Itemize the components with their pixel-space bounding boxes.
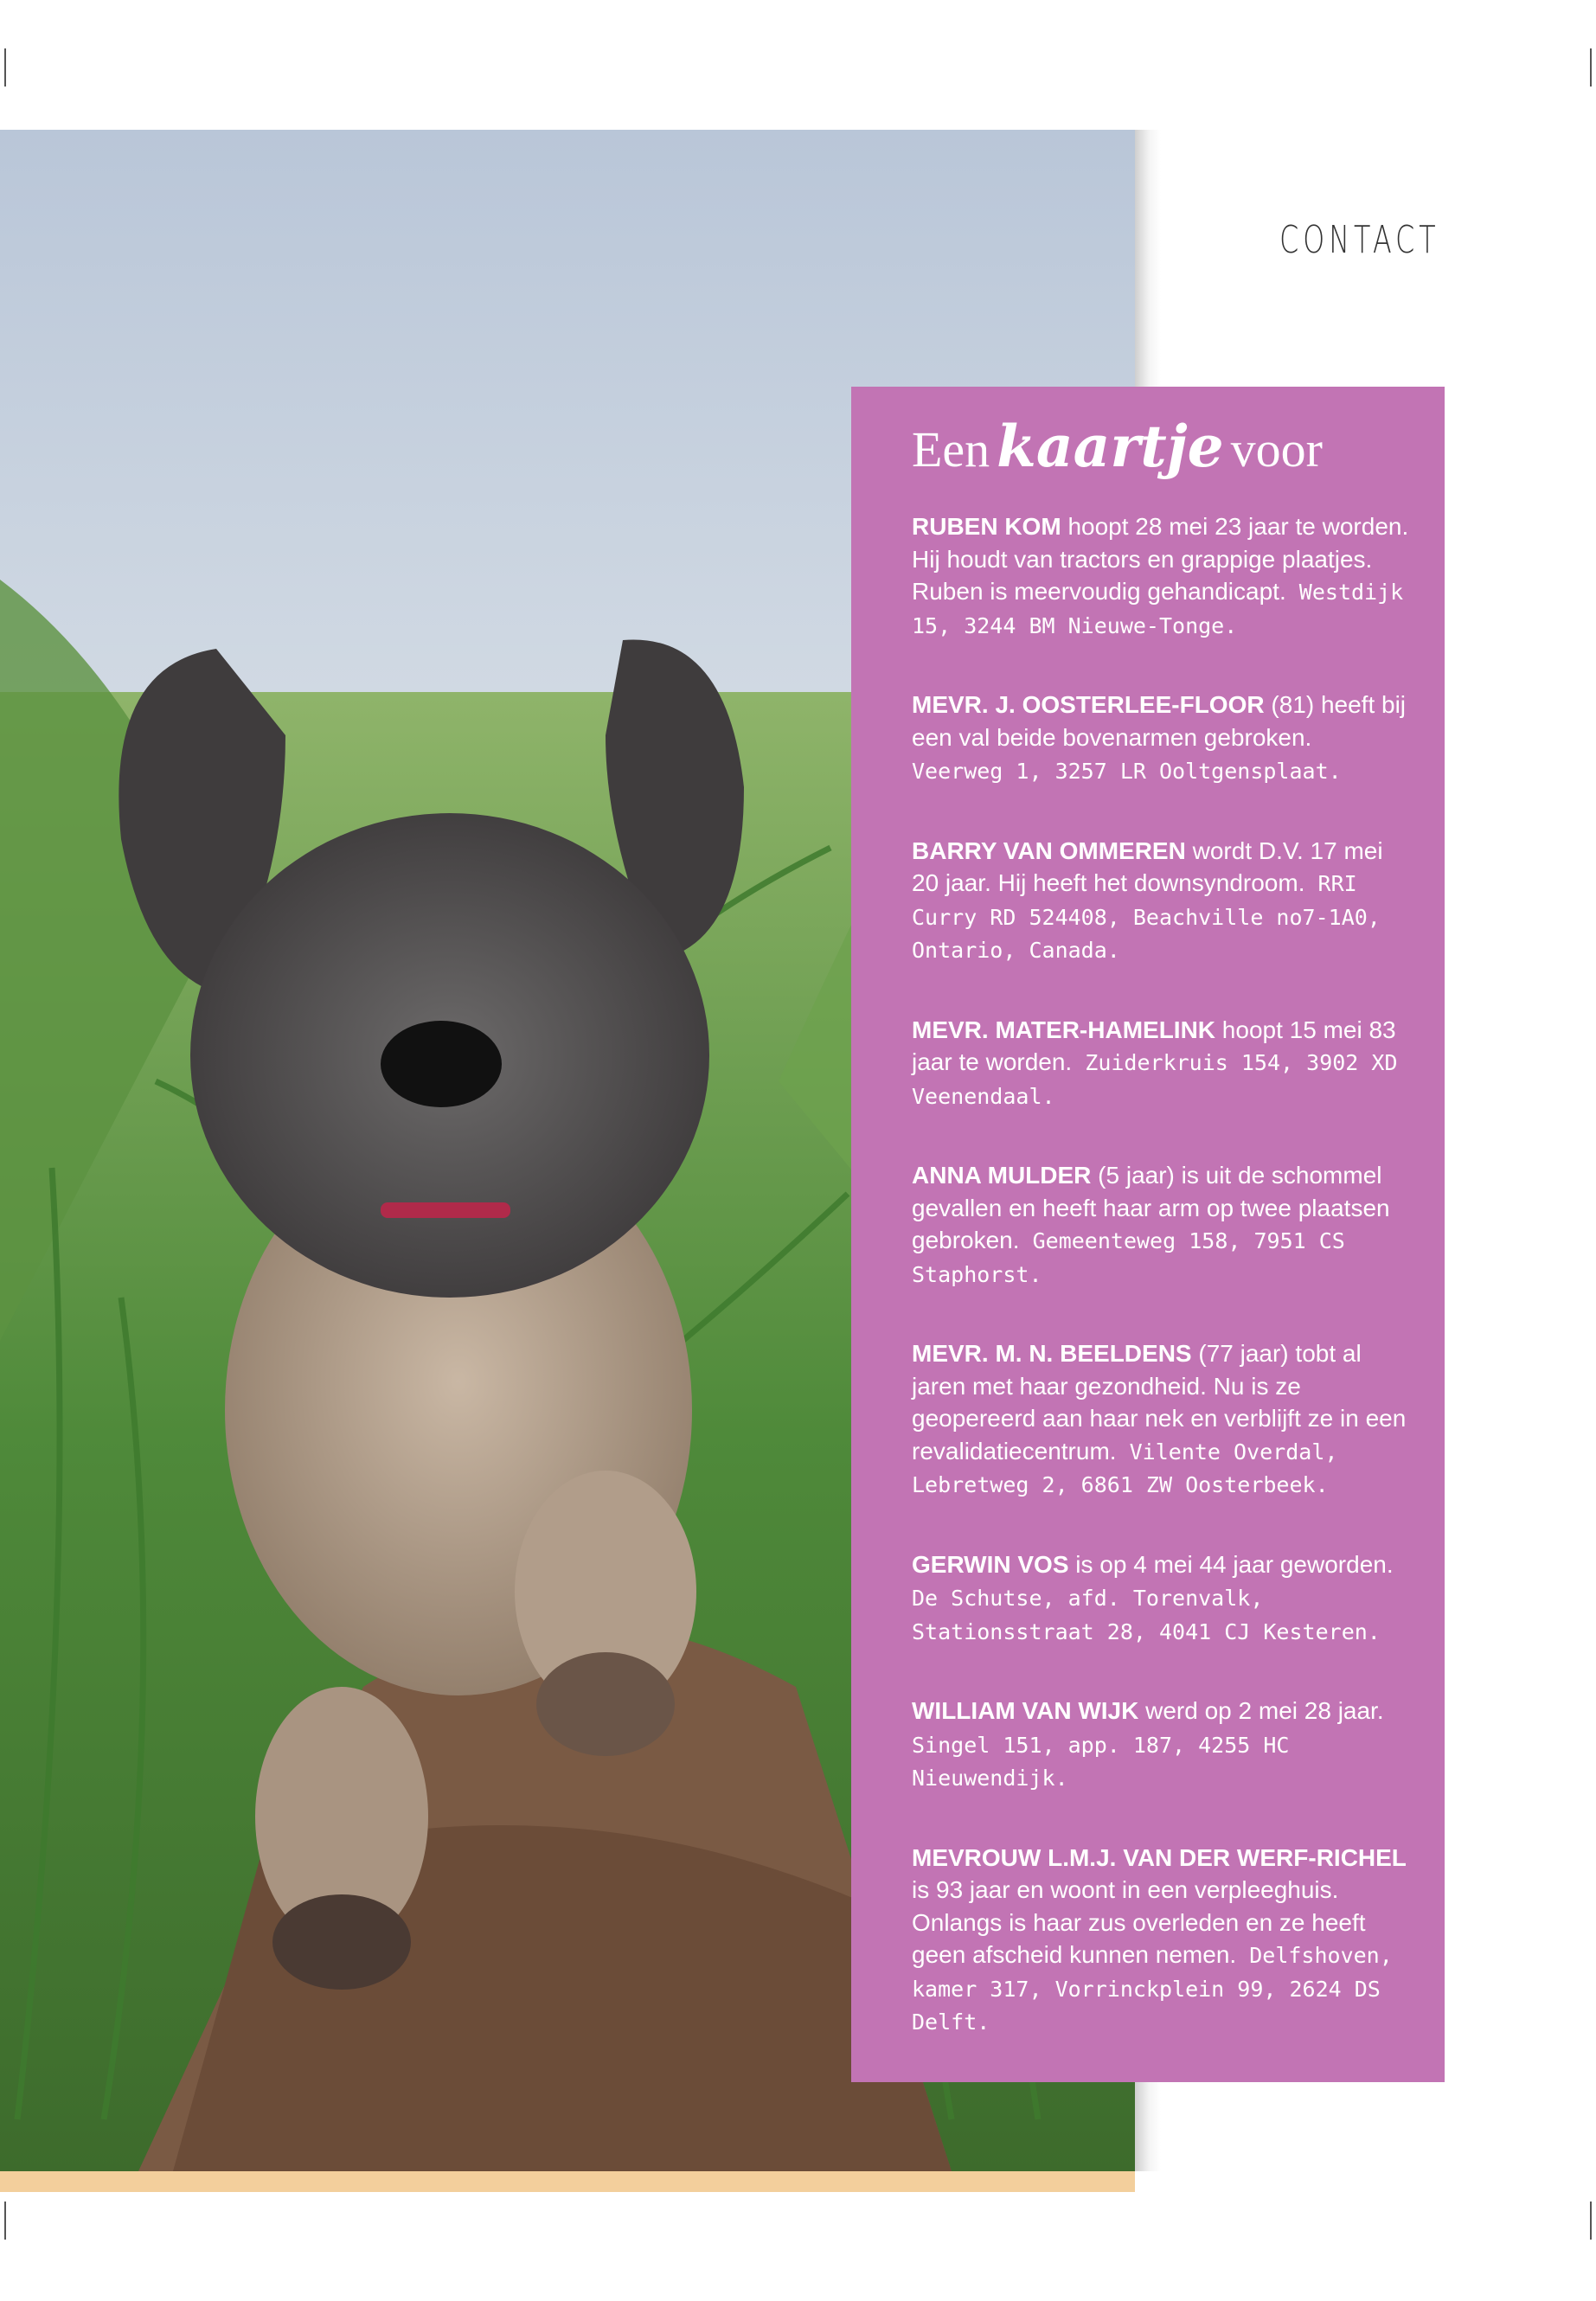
entry-address: RRI Curry RD 524408, Beachville no7-1A0, Ontario, Canada. bbox=[912, 871, 1381, 964]
entry-address: Westdijk 15, 3244 BM Nieuwe-Tonge. bbox=[912, 580, 1404, 638]
card-title-suffix: voor bbox=[1230, 421, 1323, 478]
entry-text: (81) heeft bij een val beide bovenarmen gebroken. bbox=[912, 691, 1407, 751]
entry-text: werd op 2 mei 28 jaar. bbox=[1138, 1697, 1384, 1725]
contact-card bbox=[851, 387, 1445, 2082]
entry-address: Zuiderkruis 154, 3902 XD Veenendaal. bbox=[912, 1050, 1398, 1109]
entry-address: Delfshoven, kamer 317, Vorrinckplein 99, 2624 DS Delft. bbox=[912, 1943, 1393, 2035]
card-title-prefix: Een bbox=[912, 421, 990, 478]
card-entry bbox=[912, 510, 1410, 642]
entry-name: RUBEN KOM bbox=[912, 513, 1061, 541]
entry-text: is 93 jaar en woont in een verpleeghuis. Onlangs is haar zus overleden en ze heeft geen afscheid kunnen nemen. bbox=[912, 1876, 1366, 1969]
entry-address: Singel 151, app. 187, 4255 HC Nieuwendijk. bbox=[912, 1732, 1290, 1791]
entry-text: hoopt 15 mei 83 jaar te worden. bbox=[912, 1016, 1396, 1076]
card-title-accent: kaartje bbox=[997, 413, 1224, 480]
bottom-color-strip bbox=[0, 2171, 1135, 2192]
entry-text: (5 jaar) is uit de schommel gevallen en heeft haar arm op twee plaatsen gebroken. bbox=[912, 1162, 1390, 1254]
card-entry bbox=[912, 1014, 1410, 1113]
entry-address: De Schutse, afd. Torenvalk, Stationsstraat 28, 4041 CJ Kesteren. bbox=[912, 1586, 1381, 1644]
crop-mark-top-right bbox=[1590, 48, 1592, 87]
crop-mark-bottom-right bbox=[1590, 2202, 1592, 2240]
entry-name: MEVR. M. N. BEELDENS bbox=[912, 1340, 1192, 1368]
entry-name: MEVR. J. OOSTERLEE-FLOOR bbox=[912, 691, 1265, 719]
card-entry bbox=[912, 835, 1410, 967]
entry-address: Veerweg 1, 3257 LR Ooltgensplaat. bbox=[912, 759, 1342, 785]
card-title bbox=[912, 413, 1410, 481]
entry-text: (77 jaar) tobt al jaren met haar gezondheid. Nu is ze geopereerd aan haar nek en verblijft ze in een revalidatiecentrum. bbox=[912, 1340, 1407, 1465]
card-entry bbox=[912, 689, 1410, 788]
entry-name: MEVR. MATER-HAMELINK bbox=[912, 1016, 1216, 1043]
entry-address: Gemeenteweg 158, 7951 CS Staphorst. bbox=[912, 1228, 1345, 1287]
card-entry bbox=[912, 1337, 1410, 1502]
entry-name: MEVROUW L.M.J. VAN DER WERF-RICHEL bbox=[912, 1843, 1407, 1871]
crop-mark-bottom-left bbox=[4, 2202, 6, 2240]
card-entry bbox=[912, 1548, 1410, 1649]
entry-name: WILLIAM VAN WIJK bbox=[912, 1697, 1139, 1725]
section-label: CONTACT bbox=[1279, 218, 1440, 262]
entry-name: ANNA MULDER bbox=[912, 1162, 1092, 1189]
entry-name: GERWIN VOS bbox=[912, 1550, 1069, 1578]
entry-text: hoopt 28 mei 23 jaar te worden. Hij houdt van tractors en grappige plaatjes. Ruben is meervoudig gehandicapt. bbox=[912, 513, 1409, 606]
crop-mark-top-left bbox=[4, 48, 6, 87]
card-entry bbox=[912, 1159, 1410, 1291]
card-entry bbox=[912, 1842, 1410, 2039]
entry-address: Vilente Overdal, Lebretweg 2, 6861 ZW Oosterbeek. bbox=[912, 1439, 1338, 1498]
entry-name: BARRY VAN OMMEREN bbox=[912, 836, 1186, 864]
card-entry bbox=[912, 1695, 1410, 1795]
entry-text: is op 4 mei 44 jaar geworden. bbox=[1068, 1550, 1394, 1578]
entry-text: wordt D.V. 17 mei 20 jaar. Hij heeft het downsyndroom. bbox=[912, 836, 1383, 897]
